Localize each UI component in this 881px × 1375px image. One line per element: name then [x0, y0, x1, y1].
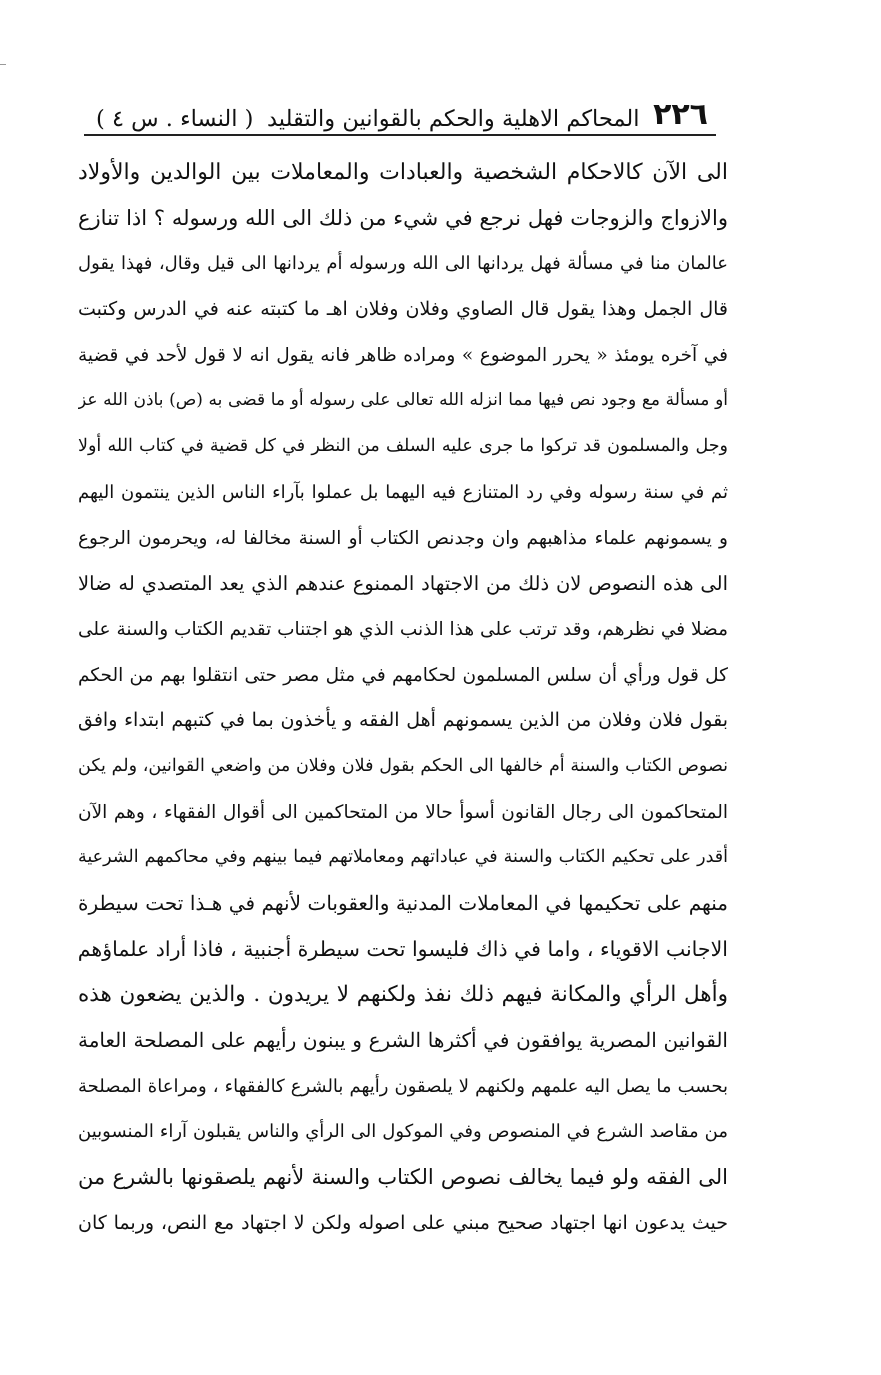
body-text [78, 150, 728, 1247]
text-line: الاجانب الاقوياء ، واما في ذاك فليسوا تحت سيطرة أجنبية ، فاذا أراد علماؤهم [78, 936, 728, 961]
text-line: الى الفقه ولو فيما يخالف نصوص الكتاب والسنة لأنهم يلصقونها بالشرع من [78, 1165, 728, 1190]
page-number: ٢٢٦ [653, 97, 708, 132]
text-line: قال الجمل وهذا يقول قال الصاوي وفلان وفلان اهـ ما كتبته عنه في الدرس وكتبت [78, 298, 728, 321]
margin-tick [0, 64, 6, 65]
text-line: الى هذه النصوص لان ذلك من الاجتهاد الممنوع عندهم الذي يعد المتصدي له ضالا [78, 572, 728, 596]
text-line: المتحاكمون الى رجال القانون أسوأ حالا من المتحاكمين الى أقوال الفقهاء ، وهم الآن [78, 801, 728, 823]
text-line: الى الآن كالاحكام الشخصية والعبادات والمعاملات بين الوالدين والأولاد [78, 160, 728, 185]
text-line: مضلا في نظرهم، وقد ترتب على هذا الذنب الذي هو اجتناب تقديم الكتاب والسنة على [78, 618, 728, 640]
text-line: عالمان منا في مسألة فهل يردانها الى الله ورسوله أم يردانها الى قيل وقال، فهذا يقول [78, 253, 728, 275]
text-line: كل قول ورأي أن سلس المسلمون لحكامهم في مثل مصر حتى انتقلوا بهم من الحكم [78, 664, 728, 686]
header-rule [84, 134, 716, 136]
text-line: أو مسألة مع وجود نص فيها مما انزله الله تعالى على رسوله أو ما قضى به (ص) باذن الله عز [78, 390, 728, 411]
text-line: وأهل الرأي والمكانة فيهم ذلك نفذ ولكنهم لا يريدون . والذين يضعون هذه [78, 982, 728, 1008]
text-line: القوانين المصرية يوافقون في أكثرها الشرع و يبنون رأيهم على المصلحة العامة [78, 1028, 728, 1053]
running-title: المحاكم الاهلية والحكم بالقوانين والتقليد [266, 106, 640, 132]
text-line: بقول فلان وفلان من الذين يسمونهم أهل الفقه و يأخذون بما في كتبهم ابتداء وافق [78, 709, 728, 732]
running-header [96, 92, 708, 132]
text-line: نصوص الكتاب والسنة أم خالفها الى الحكم بقول فلان وفلان من واضعي القوانين، ولم يكن [78, 755, 728, 776]
surah-reference: ( النساء . س ٤ ) [96, 106, 254, 132]
text-line: أقدر على تحكيم الكتاب والسنة في عباداتهم ومعاملاتهم فيما بينهم وفي محاكمهم الشرعية [78, 847, 728, 868]
text-line: والازواج والزوجات فهل نرجع في شيء من ذلك الى الله ورسوله ؟ اذا تنازع [78, 205, 728, 230]
text-line: وجل والمسلمون قد تركوا ما جرى عليه السلف من النظر في كل قضية في كتاب الله أولا [78, 436, 728, 457]
text-line: من مقاصد الشرع في المنصوص وفي الموكول الى الرأي والناس يقبلون آراء المنسوبين [78, 1121, 728, 1143]
text-line: و يسمونهم علماء مذاهبهم وان وجدنص الكتاب أو السنة مخالفا له، ويحرمون الرجوع [78, 527, 728, 549]
text-line: في آخره يومئذ « يحرر الموضوع » ومراده ظاهر فانه يقول انه لا قول لأحد في قضية [78, 344, 728, 366]
text-line: ثم في سنة رسوله وفي رد المتنازع فيه اليهما بل عملوا بآراء الناس الذين ينتمون اليهم [78, 481, 728, 503]
text-line: منهم على تحكيمها في المعاملات المدنية والعقوبات لأنهم في هـذا تحت سيطرة [78, 891, 728, 915]
text-line: حيث يدعون انها اجتهاد صحيح مبني على اصوله ولكن لا اجتهاد مع النص، وربما كان [78, 1211, 728, 1234]
text-line: بحسب ما يصل اليه علمهم ولكنهم لا يلصقون رأيهم بالشرع كالفقهاء ، ومراعاة المصلحة [78, 1075, 728, 1097]
